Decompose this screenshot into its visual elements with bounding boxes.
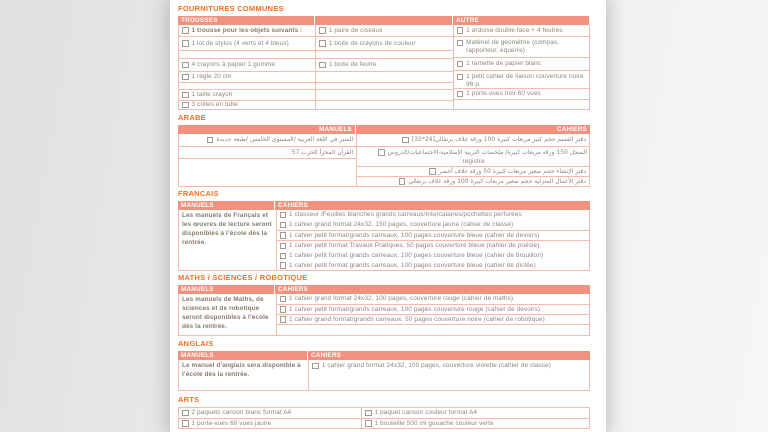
manuels-note: Le manuel d’anglais sera disponible à l’école dès la rentrée. (179, 360, 308, 391)
checkbox[interactable] (365, 420, 372, 427)
list-item (316, 59, 452, 72)
checkbox[interactable] (319, 40, 326, 47)
checkbox[interactable] (280, 212, 287, 219)
item-label: 1 cahier grand format 24x32, 100 pages, couverture violette (cahier de classe) (321, 361, 551, 369)
list-item (362, 419, 589, 429)
checkbox[interactable] (182, 40, 189, 47)
list-item (454, 89, 589, 100)
fournitures-col-trousses-1 (179, 25, 315, 110)
column-header-trousses: TROUSSES (178, 16, 314, 25)
list-item (179, 72, 315, 83)
checkbox[interactable] (457, 40, 464, 47)
empty-cell (454, 100, 589, 110)
checkbox[interactable] (457, 91, 464, 98)
list-item (454, 37, 589, 58)
anglais-header-bar (178, 351, 590, 360)
column-header-manuels: MANUELS (178, 201, 274, 210)
item-label: 1 bouteille 500 ml gouache couleur verte (374, 419, 494, 427)
column-header-cahiers: CAHIERS (308, 351, 590, 360)
empty-cell (316, 51, 452, 59)
checkbox[interactable] (429, 168, 436, 175)
section-title-anglais: ANGLAIS (178, 339, 214, 348)
checkbox[interactable] (319, 62, 326, 69)
list-item (179, 419, 361, 429)
list-item (277, 251, 589, 261)
fournitures-col-trousses-2 (315, 25, 452, 110)
checkbox[interactable] (280, 316, 287, 323)
list-item (277, 261, 589, 271)
checkbox[interactable] (182, 74, 189, 81)
arabe-col-cahiers (356, 134, 589, 187)
item-label: 1 paquet canson couleur format A4 (374, 409, 478, 416)
empty-cell (316, 72, 452, 83)
column-header-cahiers: CAHIERS (275, 285, 590, 294)
manuels-note: Les manuels de Français et les œuvres de lecture seront disponibles à l’école dès la rentrée. (179, 210, 276, 271)
checkbox[interactable] (182, 420, 189, 427)
maths-col-cahiers (276, 294, 589, 336)
anglais-table (178, 360, 590, 391)
empty-cell (277, 325, 589, 336)
list-item (277, 241, 589, 251)
empty-cell (316, 90, 452, 101)
francais-col-manuels (179, 210, 276, 271)
anglais-col-cahiers (308, 360, 589, 391)
checkbox[interactable] (280, 222, 287, 229)
checkbox[interactable] (280, 243, 287, 250)
item-label: 1 classeur /Feuilles blanches grands carreaux/Intercalaires/pochettes perforées (289, 211, 522, 218)
item-label: 1 petit cahier de liaison couverture noire 96 p. (466, 72, 584, 88)
checkbox[interactable] (182, 410, 189, 417)
checkbox[interactable] (457, 74, 464, 81)
checkbox[interactable] (280, 232, 287, 239)
item-label: 1 règle 20 cm (191, 73, 232, 80)
list-item (454, 25, 589, 37)
empty-cell (179, 51, 315, 59)
item-label: 1 lot de stylos (4 verts et 4 bleus) (191, 39, 289, 47)
item-label: المنير في اللغة العربية /المستوى الخامس /طبعة جديدة (216, 136, 354, 144)
checkbox[interactable] (280, 306, 287, 313)
section-title-fournitures: FOURNITURES COMMUNES (178, 4, 284, 13)
item-label: 4 crayons à papier 1 gomme (191, 61, 276, 68)
fournitures-table (178, 25, 590, 110)
list-item (277, 210, 589, 220)
item-label: 1 cahier grand format 24x32, 100 pages, couverture rouge (cahier de maths) (289, 295, 514, 302)
item-label: 3 colles en tube (191, 101, 238, 108)
list-item (357, 167, 589, 177)
item-label: القرآن المجزأ الحزب 57 (291, 148, 354, 156)
list-item (309, 360, 589, 391)
checkbox[interactable] (182, 27, 189, 34)
item-label-registre: registre (462, 157, 485, 165)
item-label: 1 ardoise double face + 4 feutres (466, 26, 563, 34)
item-label: 1 porte-vues 60 vues jaune (191, 419, 272, 427)
item-label: 1 cahier petit format grands carreaux, 100 pages couverture bleue (cahier de brouillon) (289, 252, 544, 259)
empty-cell (179, 83, 315, 90)
item-label: Matériel de géométrie (compas, rapporteur, équerre) (466, 38, 560, 54)
checkbox[interactable] (365, 410, 372, 417)
list-item (454, 58, 589, 71)
section-title-arabe: ARABE (178, 113, 206, 122)
item-label: 1 cahier petit format Travaux Pratiques, 50 pages couverture bleue (cahier de poésie) (289, 242, 540, 249)
document-content (178, 5, 590, 429)
list-item (277, 305, 589, 315)
list-item (454, 71, 589, 89)
checkbox[interactable] (182, 62, 189, 69)
arabe-table (178, 134, 590, 187)
list-item (362, 408, 589, 419)
checkbox[interactable] (457, 27, 464, 34)
list-item (357, 134, 589, 147)
list-item (316, 25, 452, 37)
anglais-col-manuels (179, 360, 308, 391)
empty-cell (316, 101, 452, 110)
list-item (179, 25, 315, 37)
section-title-francais: FRANCAIS (178, 189, 219, 198)
list-item (179, 101, 315, 110)
list-item (357, 147, 589, 167)
item-label: 1 cahier petit format grands carreaux, 100 pages couverture bleue (cahier de dictée) (289, 261, 536, 269)
column-header-cahiers: CAHIERS (356, 125, 590, 134)
maths-header-bar (178, 285, 590, 294)
list-item (357, 177, 589, 187)
item-line (360, 149, 587, 157)
item-label: 2 paquets canson blanc format A4 (191, 409, 292, 416)
item-label: 1 boite de crayons de couleur (328, 39, 416, 47)
item-label: 1 trousse pour les objets suivants : (191, 26, 303, 34)
document-page (170, 0, 606, 432)
checkbox[interactable] (182, 102, 189, 109)
empty-cell (179, 159, 356, 187)
checkbox[interactable] (280, 296, 287, 303)
arabe-header-bar (178, 125, 590, 134)
francais-table (178, 210, 590, 271)
checkbox[interactable] (207, 137, 214, 144)
empty-cell (316, 83, 452, 90)
checkbox[interactable] (319, 27, 326, 34)
arabe-col-manuels (179, 134, 356, 187)
section-title-arts: ARTS (178, 395, 200, 404)
list-item (277, 294, 589, 305)
item-label: السجل 150 ورقة مربعات كبيرة/ ملخصات التربية الإسلامية-الاجتماعيات/الدروس (387, 148, 587, 156)
list-item (277, 231, 589, 241)
arts-col-2 (361, 408, 589, 429)
item-label: 1 porte-vues noir 60 vues (466, 90, 541, 97)
column-header-spacer (315, 16, 452, 25)
checkbox[interactable] (182, 92, 189, 99)
checkbox[interactable] (280, 262, 287, 269)
francais-header-bar (178, 201, 590, 210)
checkbox[interactable] (280, 253, 287, 260)
item-label: 1 paire de ciseaux (328, 26, 383, 34)
item-label: 1 cahier petit format/grands carreaux, 100 pages couverture rouge (cahier de devoirs) (289, 305, 541, 313)
item-label: 1 boite de feutre (328, 61, 377, 68)
checkbox[interactable] (457, 61, 464, 68)
checkbox[interactable] (312, 363, 319, 370)
manuels-note: Les manuels de Maths, de sciences et de robotique seront disponibles à l’école dès la rentrée. (179, 294, 276, 336)
list-item (179, 134, 356, 147)
list-item (277, 220, 589, 231)
item-label: 1 cahier grand format/grands carreaux, 50 pages couverture noire (cahier de robotique) (289, 315, 545, 323)
list-item (179, 37, 315, 51)
checkbox[interactable] (378, 149, 385, 156)
list-item (277, 315, 589, 325)
column-header-manuels: MANUELS (178, 351, 307, 360)
column-header-manuels: MANUELS (178, 285, 274, 294)
maths-col-manuels (179, 294, 276, 336)
list-item (316, 37, 452, 51)
list-item (179, 59, 315, 72)
fournitures-header-bar (178, 16, 590, 25)
item-label: 1 taille crayon (191, 91, 233, 98)
maths-table (178, 294, 590, 336)
item-label: 1 ramette de papier blanc (466, 60, 542, 67)
item-label: دفتر الإنشاء حجم صغير مربعات كبيرة 50 ورقة غلاف أخضر (438, 167, 586, 175)
francais-col-cahiers (276, 210, 589, 271)
fournitures-col-autre (453, 25, 589, 110)
item-label: دفتر الأعمال المنزلية حجم صغير مربعات كبيرة 100 ورقة غلاف برتقالي (408, 177, 586, 185)
list-item (179, 408, 361, 419)
item-label: 1 cahier petit format/grands carreaux, 100 pages couverture bleue (cahier de devoirs) (289, 231, 540, 239)
section-title-maths: MATHS / SCIENCES / ROBOTIQUE (178, 273, 308, 282)
checkbox[interactable] (402, 137, 409, 144)
arts-col-1 (179, 408, 361, 429)
list-item (179, 147, 356, 159)
column-header-cahiers: CAHIERS (275, 201, 590, 210)
item-label: دفتر القسم حجم كبير مربعات كبيرة 100 ورقة غلاف برتقالي[24*32] (411, 136, 586, 144)
checkbox[interactable] (399, 178, 406, 185)
arts-table (178, 407, 590, 429)
list-item (179, 90, 315, 101)
column-header-manuels: MANUELS (178, 125, 355, 134)
item-label: 1 cahier grand format 24x32, 150 pages, couverture jaune (cahier de classe) (289, 221, 514, 228)
column-header-autre: AUTRE (453, 16, 589, 25)
